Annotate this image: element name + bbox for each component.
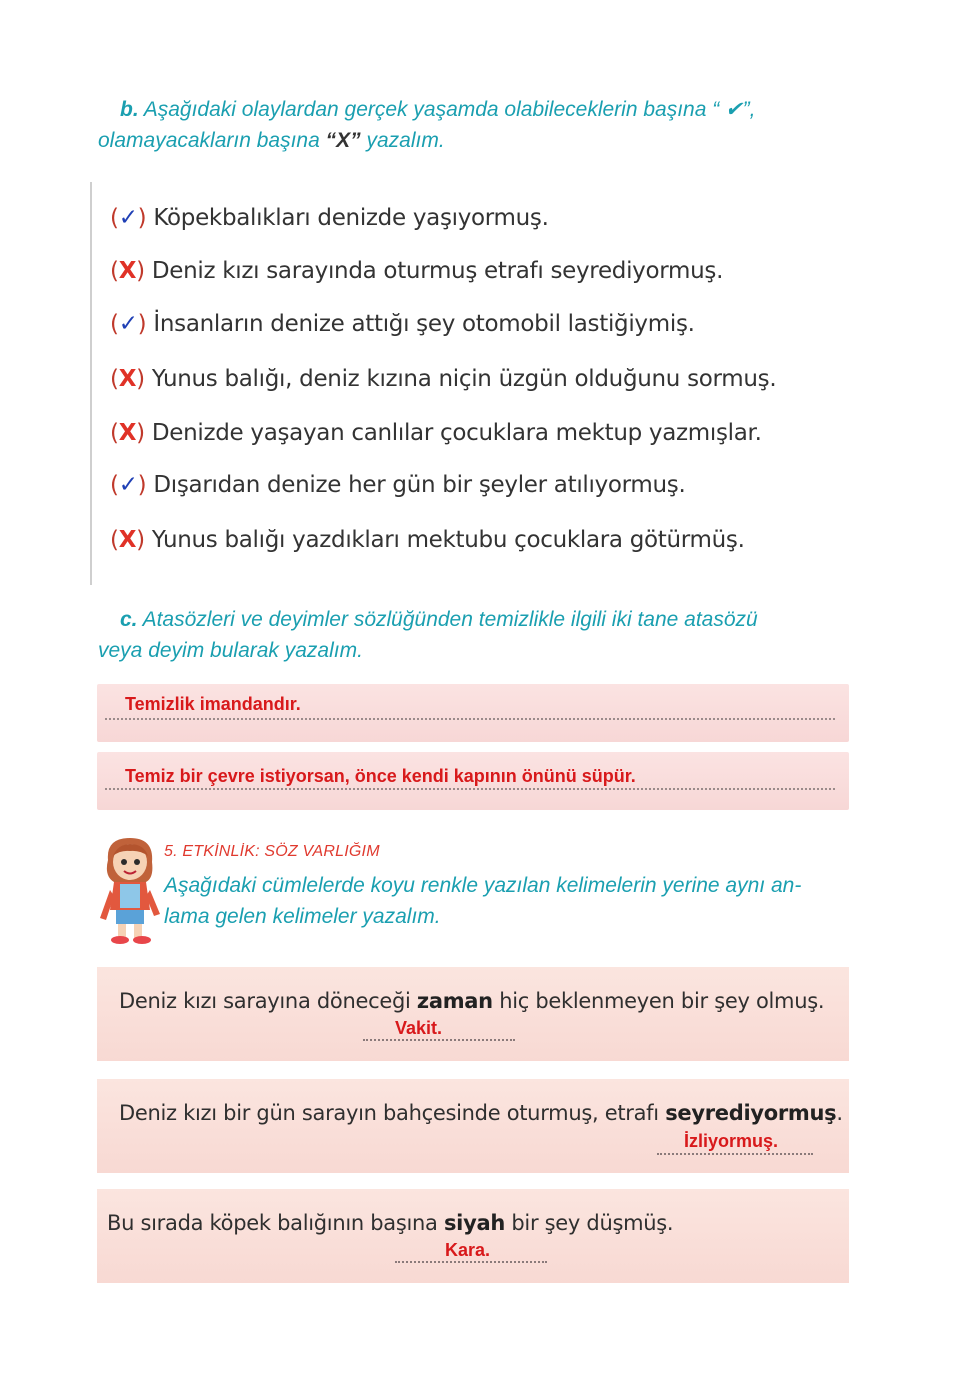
section-b-line1: Aşağıdaki olaylardan gerçek yaşamda olabileceklerin başına “ ✔”, <box>143 98 756 121</box>
answer-text: İzliyormuş. <box>684 1131 779 1151</box>
bold-word: seyrediyormuş <box>665 1101 837 1125</box>
statement-item: (X) Deniz kızı sarayında oturmuş etrafı seyrediyormuş. <box>110 258 724 284</box>
statement-item: (X) Yunus balığı yazdıkları mektubu çocuklara götürmüş. <box>110 527 745 553</box>
activity-instruction-line1: Aşağıdaki cümlelerde koyu renkle yazılan kelimelerin yerine aynı an- <box>164 874 802 897</box>
answer-text: Vakit. <box>395 1018 443 1038</box>
statement-item: (X) Yunus balığı, deniz kızına niçin üzgün olduğunu sormuş. <box>110 366 777 392</box>
section-c-instruction-line2: veya deyim bularak yazalım. <box>98 639 363 662</box>
girl-character-illustration <box>96 834 166 946</box>
check-icon: ✓ <box>118 472 138 498</box>
statement-item: (X) Denizde yaşayan canlılar çocuklara mektup yazmışlar. <box>110 420 762 446</box>
answer-dotted-line[interactable] <box>363 1039 515 1041</box>
statement-item: (✓) Dışarıdan denize her gün bir şeyler atılıyormuş. <box>110 472 686 498</box>
answer-text: Kara. <box>445 1240 491 1260</box>
answer-text: Temizlik imandandır. <box>125 694 301 714</box>
statement-item: (✓) Köpekbalıkları denizde yaşıyormuş. <box>110 205 549 231</box>
section-c-letter: c. <box>120 608 138 631</box>
answer-dotted-line[interactable] <box>395 1261 547 1263</box>
cross-icon: X <box>118 420 137 446</box>
dotted-line <box>105 788 835 790</box>
statement-item: (✓) İnsanların denize attığı şey otomobil lastiğiymiş. <box>110 311 695 337</box>
statement-text: Denizde yaşayan canlılar çocuklara mektup yazmışlar. <box>151 420 762 446</box>
section-c-instruction: c. Atasözleri ve deyimler sözlüğünden temizlikle ilgili iki tane atasözü <box>120 608 758 631</box>
cross-icon: X <box>118 366 137 392</box>
cross-icon: X <box>118 527 137 553</box>
section-b-instruction-line2: olamayacakların başına “X” yazalım. <box>98 129 445 152</box>
statement-text: Yunus balığı, deniz kızına niçin üzgün olduğunu sormuş. <box>151 366 777 392</box>
sentence-box <box>97 1189 849 1283</box>
sentence-text: Bu sırada köpek balığının başına siyah bir şey düşmüş. <box>107 1211 674 1235</box>
sentence-box <box>97 967 849 1061</box>
answer-dotted-line[interactable] <box>657 1153 813 1155</box>
bold-word: zaman <box>416 989 493 1013</box>
answer-text: Temiz bir çevre istiyorsan, önce kendi kapının önünü süpür. <box>125 766 636 786</box>
answer-box[interactable] <box>97 752 849 810</box>
activity-instruction-line2: lama gelen kelimeler yazalım. <box>164 905 441 928</box>
section-b-instruction <box>120 94 855 125</box>
activity-title: 5. ETKİNLİK: SÖZ VARLIĞIM <box>164 843 380 860</box>
section-b-letter: b. <box>120 98 139 121</box>
statement-text: Dışarıdan denize her gün bir şeyler atılıyormuş. <box>153 472 686 498</box>
statements-divider <box>90 182 92 585</box>
statement-text: İnsanların denize attığı şey otomobil lastiğiymiş. <box>153 311 695 337</box>
statement-text: Yunus balığı yazdıkları mektubu çocuklara götürmüş. <box>151 527 745 553</box>
bold-word: siyah <box>443 1211 505 1235</box>
answer-box[interactable] <box>97 684 849 742</box>
sentence-text: Deniz kızı sarayına döneceği zaman hiç beklenmeyen bir şey olmuş. <box>119 989 825 1013</box>
sentence-box <box>97 1079 849 1173</box>
cross-icon: X <box>118 258 137 284</box>
statement-text: Deniz kızı sarayında oturmuş etrafı seyrediyormuş. <box>151 258 724 284</box>
dotted-line <box>105 718 835 720</box>
check-icon: ✓ <box>118 311 138 337</box>
check-icon: ✓ <box>118 205 138 231</box>
statement-text: Köpekbalıkları denizde yaşıyormuş. <box>153 205 549 231</box>
sentence-text: Deniz kızı bir gün sarayın bahçesinde oturmuş, etrafı seyrediyormuş. <box>119 1101 843 1125</box>
